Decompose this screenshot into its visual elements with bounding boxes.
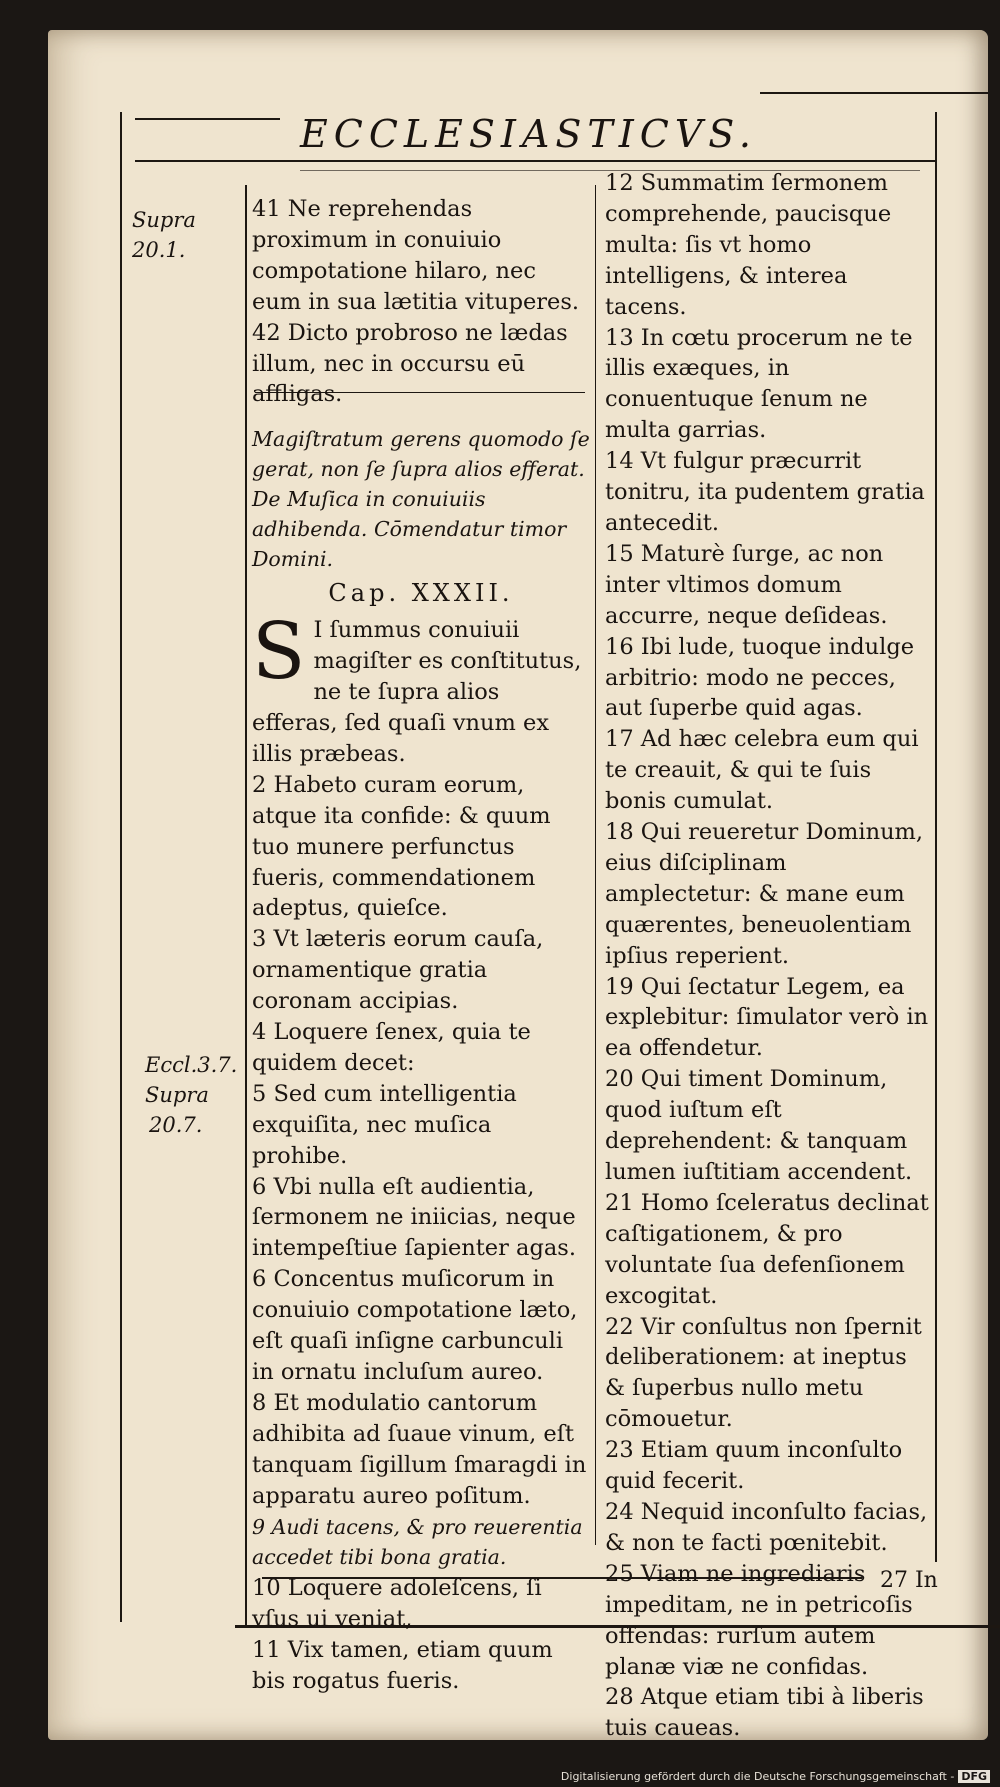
verse-19: 19 Qui ſectatur Legem, ea explebitur: ſimulator verò in ea offendetur.	[605, 973, 929, 1062]
head-underline	[135, 160, 935, 162]
verse-42: 42 Dicto probroso ne lædas illum, nec in occursu eū affligas.	[252, 319, 568, 408]
right-column	[605, 168, 933, 1744]
verse-6a: 6 Vbi nulla eſt audientia, ſermonem ne iniicias, neque intempeſtiue ſapienter agas.	[252, 1173, 576, 1262]
verse-1: S I ſummus conuiuii magiſter es conſtitutus, ne te ſupra alios efferas, ſed quaſi vnum ex illis præbeas.	[252, 607, 582, 767]
top-rule	[135, 118, 280, 120]
margin-note-supra-1: Supra 20.1.	[132, 208, 196, 262]
top-rule-right	[760, 92, 988, 94]
verse-8: 8 Et modulatio cantorum adhibita ad ſuaue vinum, eſt tanquam ſigillum ſmaragdi in apparatu aureo poſitum.	[252, 1389, 587, 1509]
verse-13: 13 In cœtu procerum ne te illis exæques, in conuentuque ſenum ne multa garrias.	[605, 324, 913, 444]
verse-23: 23 Etiam quum inconſulto quid fecerit.	[605, 1437, 903, 1495]
margin-note-eccl: Eccl.3.7. Supra 20.7.	[145, 1053, 238, 1137]
drop-cap: S	[252, 607, 306, 698]
verse-14: 14 Vt fulgur præcurrit tonitru, ita pudentem gratia antecedit.	[605, 448, 925, 536]
verse-24: 24 Nequid inconſulto facias, & non te facti pœnitebit.	[605, 1498, 928, 1556]
verse-6b: 6 Concentus muſicorum in conuiuio compotatione læto, eſt quaſi inſigne carbunculi in ornatu incluſum aureo.	[252, 1266, 578, 1385]
verse-25: 25 Viam ne ingrediaris impeditam, ne in petricoſis offendas: rurſum autem planæ viæ ne confidas.	[605, 1560, 913, 1680]
verse-17: 17 Ad hæc celebra eum qui te creauit, & qui te ſuis bonis cumulat.	[605, 726, 919, 815]
verse-20: 20 Qui timent Dominum, quod iuſtum eſt deprehendent: & tanquam lumen iuſtitiam accendent.	[605, 1066, 913, 1185]
verse-28: 28 Atque etiam tibi à liberis tuis caueas.	[605, 1684, 924, 1742]
catchword: 27 In	[880, 1568, 938, 1593]
verse-12: 12 Summatim ſermonem comprehende, paucisque multa: ſis vt homo intelligens, & interea tacens.	[605, 170, 892, 320]
outer-left-rule	[120, 112, 122, 1622]
verse-10: 10 Loquere adoleſcens, ſi vſus ui veniat,	[252, 1575, 542, 1633]
digitization-footer	[561, 1770, 990, 1783]
inner-left-rule	[245, 185, 247, 1625]
verse-41: 41 Ne reprehendas proximum in conuiuio compotatione hilaro, nec eum in sua lætitia vituperes.	[252, 196, 580, 315]
verse-15: 15 Maturè ſurge, ac non inter vltimos domum accurre, neque deſideas.	[605, 540, 888, 629]
verse-21: 21 Homo ſceleratus declinat caſtigationem, & pro voluntate ſua defenſionem excogitat.	[605, 1189, 929, 1309]
dfg-logo: DFG	[958, 1770, 990, 1783]
verse-16: 16 Ibi lude, tuoque indulge arbitrio: modo ne pecces, aut ſuperbe quid agas.	[605, 633, 915, 722]
running-head: ECCLESIASTICVS.	[300, 112, 758, 156]
chapter-heading: Cap. XXXII.	[328, 579, 514, 608]
verse-22: 22 Vir conſultus non ſpernit deliberationem: at ineptus & ſuperbus nullo metu cōmouetur.	[605, 1313, 922, 1433]
verse-11: 11 Vix tamen, etiam quum bis rogatus fueris.	[252, 1637, 553, 1695]
chapter-summary: Magiſtratum gerens quomodo ſe gerat, non ſe ſupra alios efferat. De Muſica in conuiuiis adhibenda. Cōmendatur timor Domini.	[252, 427, 590, 572]
verse-3: 3 Vt læteris eorum cauſa, ornamentique gratia coronam accipias.	[252, 926, 544, 1015]
verse-4: 4 Loquere ſenex, quia te quidem decet:	[252, 1019, 531, 1076]
verse-5: 5 Sed cum intelligentia exquiſita, nec muſica prohibe.	[252, 1080, 517, 1169]
verse-18: 18 Qui reueretur Dominum, eius diſciplinam amplectetur: & mane eum quærentes, beneuolentiam ipſius reperient.	[605, 819, 924, 969]
left-column	[252, 194, 590, 1697]
footer-text: Digitalisierung gefördert durch die Deutsche Forschungsgemeinschaft -	[560, 1770, 955, 1783]
verse-9: 9 Audi tacens, & pro reuerentia accedet tibi bona gratia.	[252, 1514, 583, 1570]
right-rule	[935, 112, 937, 1562]
verse-2: 2 Habeto curam eorum, atque ita confide: & quum tuo munere perfunctus fueris, commendationem adeptus, quieſce.	[252, 771, 551, 922]
column-divider	[595, 185, 596, 1545]
